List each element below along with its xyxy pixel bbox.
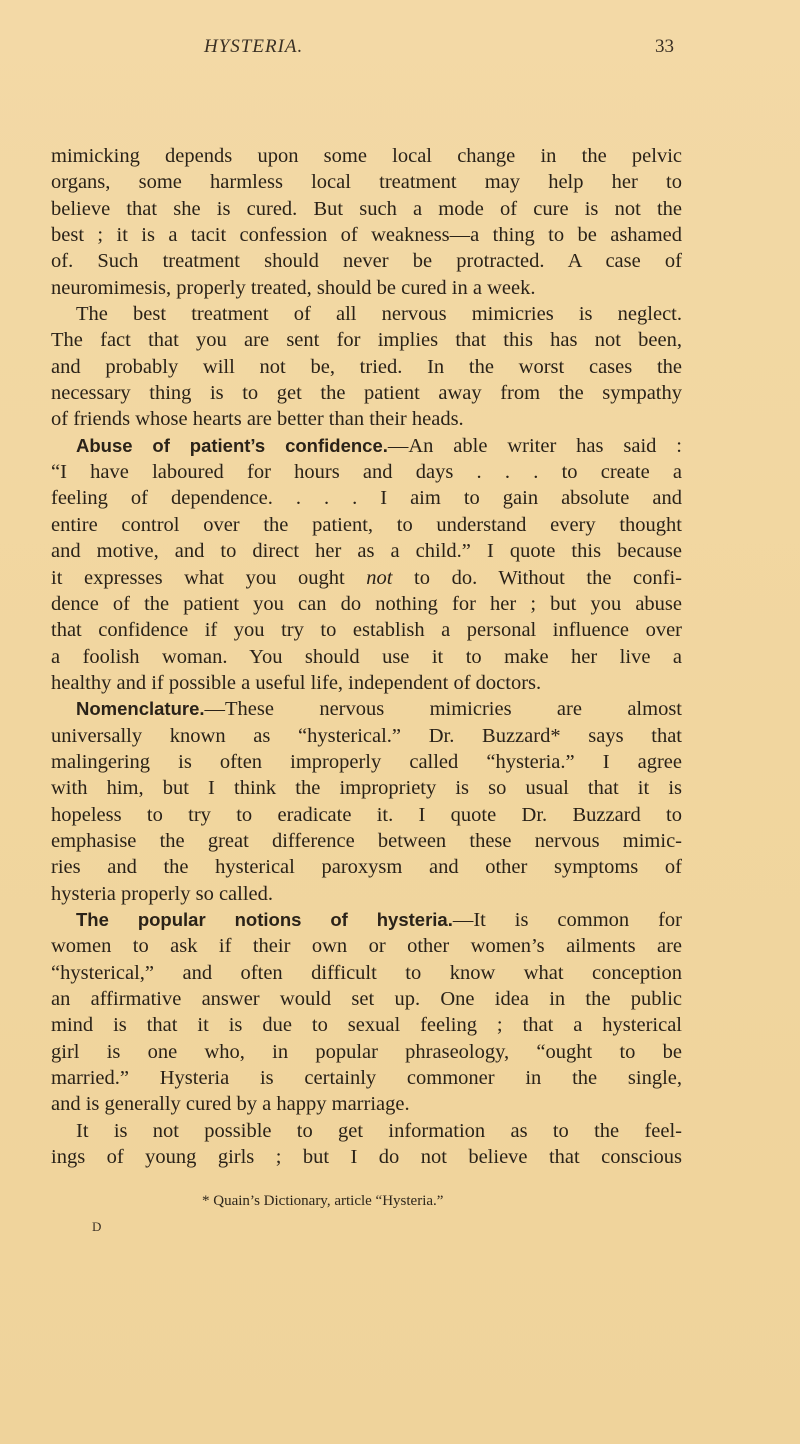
text-line: believe that she is cured. But such a mode of cure is not the	[51, 197, 682, 220]
text-line: neuromimesis, properly treated, should be cured in a week.	[51, 276, 536, 299]
section-abuse-of-confidence	[51, 433, 682, 459]
text-line: hysteria properly so called.	[51, 882, 274, 905]
text-line: best ; it is a tacit confession of weakness—a thing to be ashamed	[51, 224, 682, 247]
text-line	[51, 565, 682, 591]
text-line: mimicking depends upon some local change in the pelvic	[51, 145, 682, 167]
text-line: and probably will not be, tried. In the worst cases the	[51, 355, 682, 378]
text-line: of. Such treatment should never be protracted. A case of	[51, 250, 682, 273]
text-line: ries and the hysterical paroxysm and other symptoms of	[51, 856, 682, 879]
text-line: a foolish woman. You should use it to make her live a	[51, 645, 682, 668]
text-line: “I have laboured for hours and days . . . to create a	[51, 461, 682, 484]
text-line: with him, but I think the impropriety is so usual that it is	[51, 777, 682, 800]
section-popular-notions	[51, 907, 682, 933]
text-line: mind is that it is due to sexual feeling ; that a hysterical	[51, 1014, 682, 1037]
italic-emphasis: not	[366, 566, 393, 589]
section-heading: Abuse of patient’s confidence.	[76, 434, 388, 456]
text-line: The fact that you are sent for implies that this has not been,	[51, 329, 682, 352]
text-line: girl is one who, in popular phraseology, “ought to be	[51, 1040, 682, 1063]
text-line: organs, some harmless local treatment may help her to	[51, 171, 682, 194]
text-line: malingering is often improperly called “hysteria.” I agree	[51, 750, 682, 773]
body-text	[51, 143, 682, 1170]
text-line: married.” Hysteria is certainly commoner in the single,	[51, 1067, 682, 1090]
text-line: and motive, and to direct her as a child.” I quote this because	[51, 540, 682, 563]
page-number: 33	[655, 36, 674, 57]
running-head-title: HYSTERIA.	[204, 36, 304, 57]
text-line: entire control over the patient, to understand every thought	[51, 513, 682, 536]
text-line: ings of young girls ; but I do not believe that conscious	[51, 1146, 682, 1169]
text-line: and is generally cured by a happy marriage.	[51, 1093, 410, 1116]
paragraph-start: The best treatment of all nervous mimicries is neglect.	[76, 303, 682, 326]
text-line: an affirmative answer would set up. One idea in the public	[51, 988, 682, 1010]
text-line: feeling of dependence. . . . I aim to gain absolute and	[51, 487, 682, 510]
text-line: emphasise the great difference between these nervous mimic-	[51, 829, 682, 852]
text-run: it expresses what you ought	[51, 566, 367, 589]
section-nomenclature	[51, 696, 682, 722]
text-run: —These nervous mimicries are almost	[204, 698, 682, 721]
text-line: universally known as “hysterical.” Dr. Buzzard* says that	[51, 724, 682, 747]
section-heading: Nomenclature.	[76, 698, 205, 720]
text-run: —It is common for	[452, 908, 682, 931]
footnote-text: * Quain’s Dictionary, article “Hysteria.”	[202, 1193, 444, 1209]
text-line: women to ask if their own or other women’s ailments are	[51, 935, 682, 958]
text-line: “hysterical,” and often difficult to know what conception	[51, 961, 682, 984]
text-line: hopeless to try to eradicate it. I quote Dr. Buzzard to	[51, 803, 682, 826]
text-run: to do. Without the confi-	[392, 566, 682, 589]
text-line: healthy and if possible a useful life, independent of doctors.	[51, 671, 542, 694]
section-heading: The popular notions of hysteria.	[76, 908, 453, 930]
running-head	[0, 36, 800, 60]
text-line: dence of the patient you can do nothing for her ; but you abuse	[51, 592, 682, 615]
text-line: of friends whose hearts are better than their heads.	[51, 408, 464, 431]
text-run: —An able writer has said :	[387, 434, 682, 457]
paragraph-start: It is not possible to get information as to the feel-	[76, 1119, 682, 1142]
signature-mark: D	[92, 1219, 102, 1234]
text-line: that confidence if you try to establish a personal influence over	[51, 619, 682, 642]
text-line: necessary thing is to get the patient away from the sympathy	[51, 382, 682, 405]
